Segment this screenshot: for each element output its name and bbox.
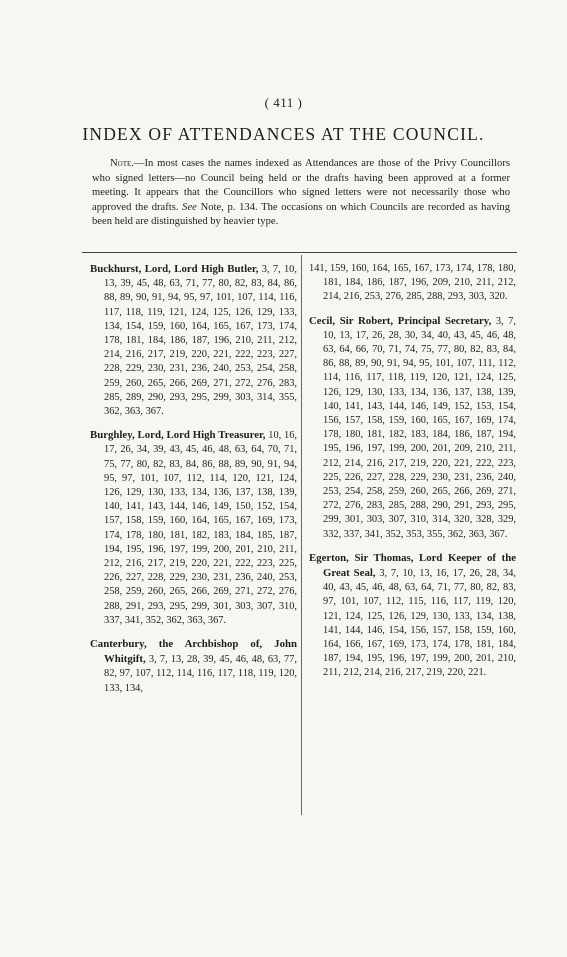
index-entry [90,262,297,419]
entry-references: 3, 7, 13, 28, 39, 45, 46, 48, 63, 77, 82, 97, 107, 112, 114, 116, 117, 118, 119, 120, 133, 134, [104,654,297,694]
entry-name: Canterbury, the Archbishop of, John Whitgift, [90,638,297,666]
index-entry-continuation [309,262,516,305]
page-title: INDEX OF ATTENDANCES AT THE COUNCIL. [82,124,485,144]
note-label: Note. [110,158,134,169]
entry-references: 10, 16, 17, 26, 34, 39, 43, 45, 46, 48, 63, 64, 70, 71, 75, 77, 80, 82, 83, 84, 86, 88, 89, 90, 91, 94, 95, 97, 101, 107, 112, 114, 120, 121, 124, 126, 129, 130, 133, 134, 136, 137, 138, 139, 140, 141, 143, 144, 146, 149, 150, 152, 154, 157, 158, 159, 160, 164, 165, 167, 169, 173, 174, 178, 180, 181, 182, 183, 184, 185, 187, 194, 195, 196, 197, 199, 200, 201, 210, 211, 212, 216, 217, 219, 220, 221, 222, 223, 225, 226, 227, 228, 229, 230, 231, 236, 240, 253, 258, 259, 260, 265, 266, 269, 271, 272, 276, 288, 291, 293, 295, 299, 301, 303, 307, 310, 337, 341, 352, 362, 363, 367. [104,430,297,626]
index-entry [90,637,297,696]
editorial-note [92,157,510,230]
note-text: —In most cases the names indexed as Attendances are those of the Privy Councillors who signed letters—no Council being held or the drafts having been approved at a former meeting. It appears that the Councillors who signed letters were not necessarily those who approved the drafts. [92,158,510,213]
entry-references: 3, 7, 10, 13, 16, 17, 26, 28, 34, 40, 43, 45, 46, 48, 63, 64, 71, 77, 80, 82, 83, 97, 101, 107, 112, 115, 116, 117, 119, 120, 121, 124, 125, 126, 129, 130, 133, 134, 138, 141, 144, 146, 154, 156, 157, 158, 159, 160, 164, 166, 167, 169, 173, 174, 178, 181, 184, 187, 194, 195, 196, 197, 199, 200, 201, 210, 211, 212, 214, 216, 217, 219, 220, 221. [323,568,516,679]
note-see-text: Note, p. 134. The occasions on which Councils are recorded as having been held are distinguished by heavier type. [92,201,510,228]
entry-references: 141, 159, 160, 164, 165, 167, 173, 174, 178, 180, 181, 184, 186, 187, 196, 209, 210, 211, 212, 214, 216, 253, 276, 285, 288, 293, 303, 320. [309,263,516,303]
right-column [309,262,516,690]
page-number: ( 411 ) [264,95,303,110]
entry-references: 3, 7, 10, 13, 39, 45, 48, 63, 71, 77, 80, 82, 83, 84, 86, 88, 89, 90, 91, 94, 95, 97, 101, 107, 114, 116, 117, 118, 119, 121, 124, 125, 126, 129, 133, 134, 154, 159, 160, 164, 165, 167, 173, 174, 178, 181, 184, 186, 187, 196, 210, 211, 212, 214, 216, 217, 219, 220, 221, 222, 223, 227, 228, 229, 230, 231, 236, 240, 253, 254, 258, 259, 260, 265, 266, 269, 271, 272, 276, 283, 285, 289, 290, 293, 295, 299, 303, 314, 355, 362, 363, 367. [104,264,297,418]
index-entry [309,551,516,681]
left-column [90,262,297,705]
entry-name: Egerton, Sir Thomas, Lord Keeper of the Great Seal, [309,551,516,580]
entry-references: 3, 7, 10, 13, 17, 26, 28, 30, 34, 40, 43, 45, 46, 48, 63, 64, 66, 70, 71, 74, 75, 77, 80, 82, 83, 84, 86, 88, 89, 90, 91, 94, 95, 101, 107, 111, 112, 114, 116, 117, 118, 119, 120, 121, 124, 125, 126, 129, 130, 133, 134, 136, 137, 138, 139, 140, 141, 143, 144, 146, 149, 152, 153, 154, 156, 157, 158, 159, 160, 165, 167, 169, 174, 178, 180, 181, 182, 183, 184, 186, 187, 194, 195, 196, 197, 199, 200, 201, 209, 210, 211, 212, 214, 216, 217, 219, 220, 221, 222, 223, 225, 226, 227, 228, 229, 230, 231, 236, 240, 253, 254, 258, 259, 260, 265, 266, 269, 271, 272, 276, 283, 285, 288, 290, 291, 293, 295, 299, 301, 303, 307, 310, 314, 320, 328, 329, 332, 337, 341, 352, 353, 355, 362, 363, 367. [323,315,516,540]
entry-name: Burghley, Lord, Lord High Treasurer, [90,429,266,442]
column-divider [301,255,302,815]
note-see-label: See [182,201,197,213]
index-entry [90,428,297,628]
entry-name: Buckhurst, Lord, Lord High Butler, [90,263,259,275]
index-entry [309,314,516,542]
entry-name: Cecil, Sir Robert, Principal Secretary, [309,314,492,327]
horizontal-rule [82,252,517,253]
